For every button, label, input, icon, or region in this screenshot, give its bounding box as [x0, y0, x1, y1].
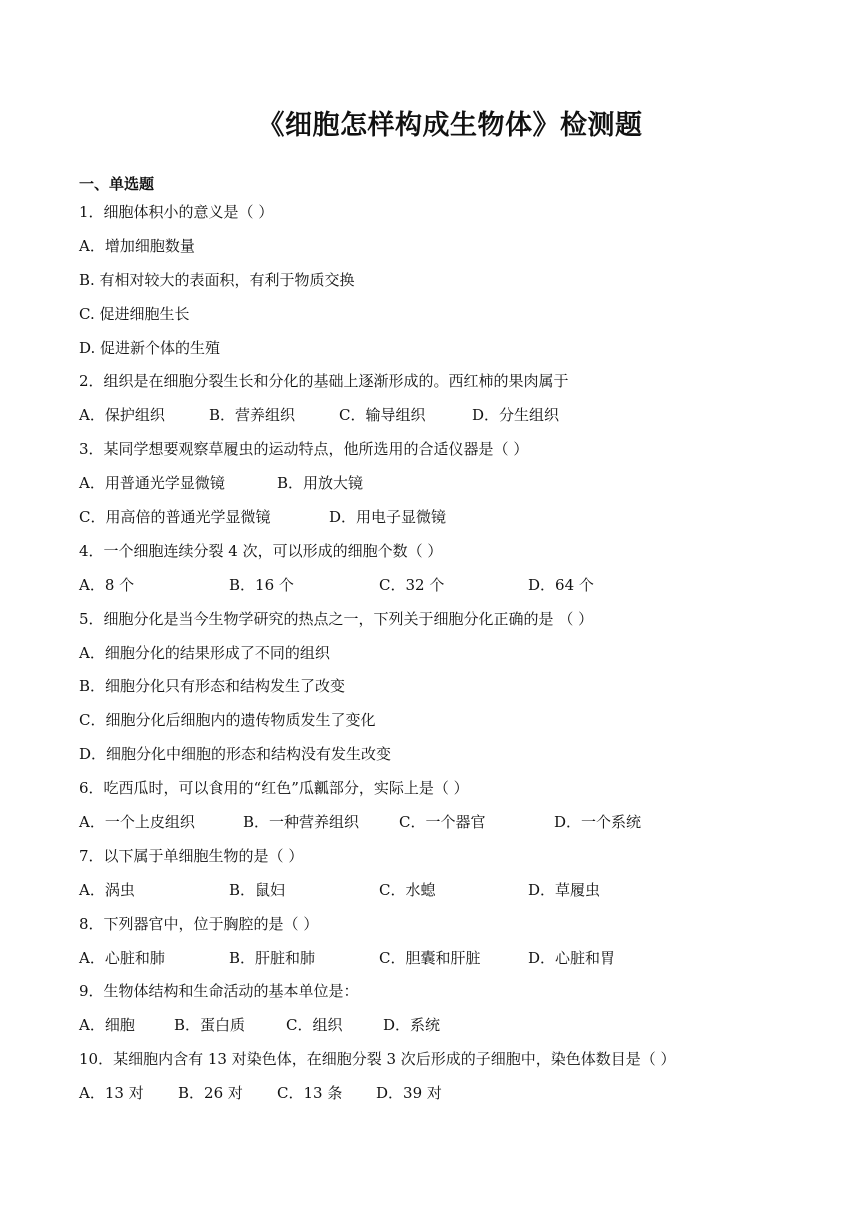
option-b: B．鼠妇	[229, 880, 286, 899]
option-c: C．细胞分化后细胞内的遗传物质发生了变化	[79, 711, 376, 730]
question-4	[79, 538, 839, 606]
option-c: C．一个器官	[399, 813, 486, 832]
question-10	[79, 1046, 839, 1114]
page-title: 《细胞怎样构成生物体》检测题	[257, 110, 643, 141]
option-a: A．13 对	[79, 1084, 144, 1103]
option-d: D. 促进新个体的生殖	[79, 338, 221, 357]
option-b: B．营养组织	[209, 406, 296, 425]
option-a: A．心脏和肺	[79, 948, 165, 967]
option-c: C. 促进细胞生长	[79, 304, 190, 323]
option-b: B．16 个	[229, 575, 294, 594]
option-b: B. 有相对较大的表面积，有利于物质交换	[79, 270, 355, 289]
option-a: A．保护组织	[79, 406, 165, 425]
question-stem: 1．细胞体积小的意义是（ ）	[79, 203, 274, 221]
option-d: D．分生组织	[472, 406, 560, 425]
option-c: C．用高倍的普通光学显微镜	[79, 508, 271, 527]
options-row	[79, 572, 839, 606]
option-d: D．细胞分化中细胞的形态和结构没有发生改变	[79, 745, 392, 764]
option-c: C．13 条	[277, 1084, 343, 1103]
option-a: A．增加细胞数量	[79, 236, 195, 255]
option-c: C．水螅	[379, 880, 436, 899]
option-b: B．细胞分化只有形态和结构发生了改变	[79, 677, 346, 696]
question-6	[79, 775, 839, 843]
option-d: D．一个系统	[554, 813, 642, 832]
question-2	[79, 368, 839, 436]
question-stem: 5．细胞分化是当今生物学研究的热点之一，下列关于细胞分化正确的是 （ ）	[79, 609, 594, 628]
option-a: A．涡虫	[79, 880, 135, 899]
option-a: A．细胞	[79, 1016, 135, 1035]
question-stem: 9．生物体结构和生命活动的基本单位是：	[79, 982, 359, 1001]
option-b: B．一种营养组织	[243, 813, 360, 832]
question-stem: 2．组织是在细胞分裂生长和分化的基础上逐渐形成的。西红柿的果肉属于	[79, 372, 569, 391]
option-c: C．输导组织	[339, 406, 426, 425]
option-b: B．用放大镜	[277, 474, 364, 493]
option-d: D．用电子显微镜	[329, 508, 447, 527]
option-a: A．一个上皮组织	[79, 813, 195, 832]
option-b: B．肝脏和肺	[229, 948, 316, 967]
option-d: D．心脏和胃	[528, 948, 616, 967]
question-stem: 10．某细胞内含有 13 对染色体，在细胞分裂 3 次后形成的子细胞中，染色体数目是（ ）	[79, 1050, 676, 1069]
question-7	[79, 843, 839, 911]
options-row	[79, 402, 839, 436]
question-list	[79, 199, 839, 1114]
question-8	[79, 911, 839, 979]
option-d: D．草履虫	[528, 880, 601, 899]
options-row	[79, 470, 839, 504]
option-a: A．8 个	[79, 575, 135, 594]
options-row	[79, 809, 839, 843]
question-stem: 8．下列器官中，位于胸腔的是（ ）	[79, 914, 319, 933]
option-c: C．32 个	[379, 575, 445, 594]
question-stem: 7．以下属于单细胞生物的是（ ）	[79, 846, 304, 865]
option-b: B．26 对	[178, 1084, 243, 1103]
option-c: C．组织	[286, 1016, 343, 1035]
option-a: A．用普通光学显微镜	[79, 474, 225, 493]
option-a: A．细胞分化的结果形成了不同的组织	[79, 643, 330, 662]
option-d: D．64 个	[528, 575, 594, 594]
question-stem: 4．一个细胞连续分裂 4 次，可以形成的细胞个数（ ）	[79, 541, 443, 560]
options-row	[79, 1080, 839, 1114]
question-stem: 3．某同学想要观察草履虫的运动特点，他所选用的合适仪器是（ ）	[79, 440, 529, 459]
options-row	[79, 504, 839, 538]
question-3	[79, 436, 839, 538]
option-d: D．39 对	[376, 1084, 442, 1103]
options-row	[79, 1012, 839, 1046]
option-c: C．胆囊和肝脏	[379, 948, 481, 967]
options-row	[79, 945, 839, 979]
question-9	[79, 978, 839, 1046]
question-5	[79, 606, 839, 775]
section-heading: 一、单选题	[79, 175, 155, 193]
option-b: B．蛋白质	[174, 1016, 246, 1035]
options-row	[79, 877, 839, 911]
question-1	[79, 199, 839, 368]
question-stem: 6．吃西瓜时，可以食用的“红色”瓜瓤部分，实际上是（ ）	[79, 779, 469, 798]
option-d: D．系统	[383, 1016, 441, 1035]
